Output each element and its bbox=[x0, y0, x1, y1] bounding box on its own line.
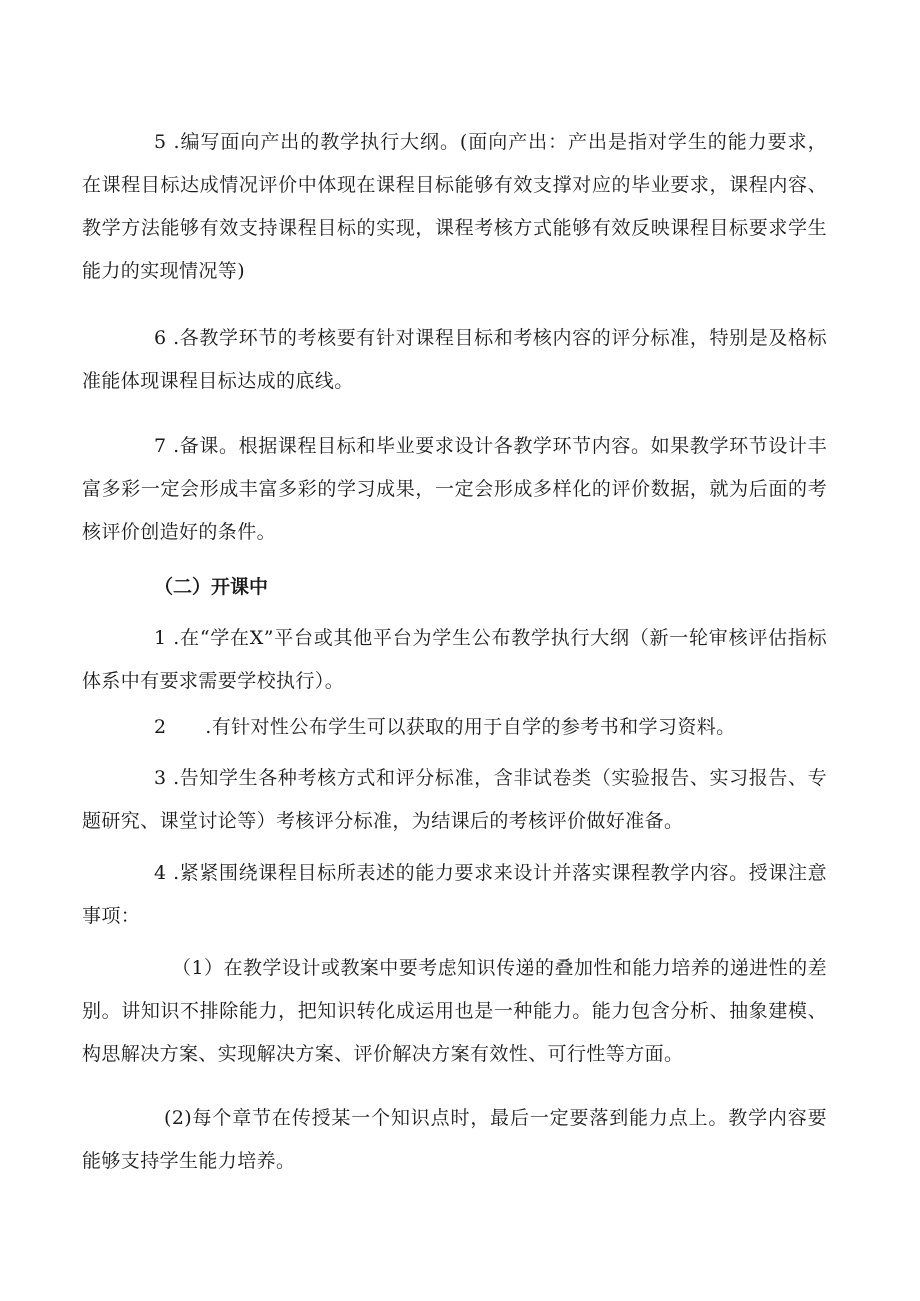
paragraph-course-item-3: 3 .告知学生各种考核方式和评分标准，含非试卷类（实验报告、实习报告、专题研究、课堂讨论等）考核评分标准，为结课后的考核评价做好准备。 bbox=[82, 767, 827, 832]
section-heading-during-course: （二）开课中 bbox=[154, 576, 269, 598]
paragraph-course-item-2: 2 .有针对性公布学生可以获取的用于自学的参考书和学习资料。 bbox=[154, 716, 736, 738]
paragraph-item-5: 5 .编写面向产出的教学执行大纲。(面向产出：产出是指对学生的能力要求，在课程目标达成情况评价中体现在课程目标能够有效支撑对应的毕业要求，课程内容、教学方法能够有效支持课程目标的实现，课程考核方式能够有效反映课程目标要求学生能力的实现情况等) bbox=[82, 131, 827, 282]
paragraph-item-6: 6 .各教学环节的考核要有针对课程目标和考核内容的评分标准，特别是及格标准能体现课程目标达成的底线。 bbox=[82, 327, 827, 392]
paragraph-note-1: （1）在教学设计或教案中要考虑知识传递的叠加性和能力培养的递进性的差别。讲知识不排除能力，把知识转化成运用也是一种能力。能力包含分析、抽象建模、构思解决方案、实现解决方案、评价解决方案有效性、可行性等方面。 bbox=[82, 957, 827, 1065]
paragraph-course-item-1: 1 .在“学在X”平台或其他平台为学生公布教学执行大纲（新一轮审核评估指标体系中有要求需要学校执行）。 bbox=[82, 627, 827, 692]
paragraph-note-2: (2)每个章节在传授某一个知识点时，最后一定要落到能力点上。教学内容要能够支持学生能力培养。 bbox=[82, 1107, 827, 1172]
paragraph-course-item-4: 4 .紧紧围绕课程目标所表述的能力要求来设计并落实课程教学内容。授课注意事项： bbox=[82, 862, 827, 927]
paragraph-item-7: 7 .备课。根据课程目标和毕业要求设计各教学环节内容。如果教学环节设计丰富多彩一定会形成丰富多彩的学习成果，一定会形成多样化的评价数据，就为后面的考核评价创造好的条件。 bbox=[82, 435, 827, 543]
